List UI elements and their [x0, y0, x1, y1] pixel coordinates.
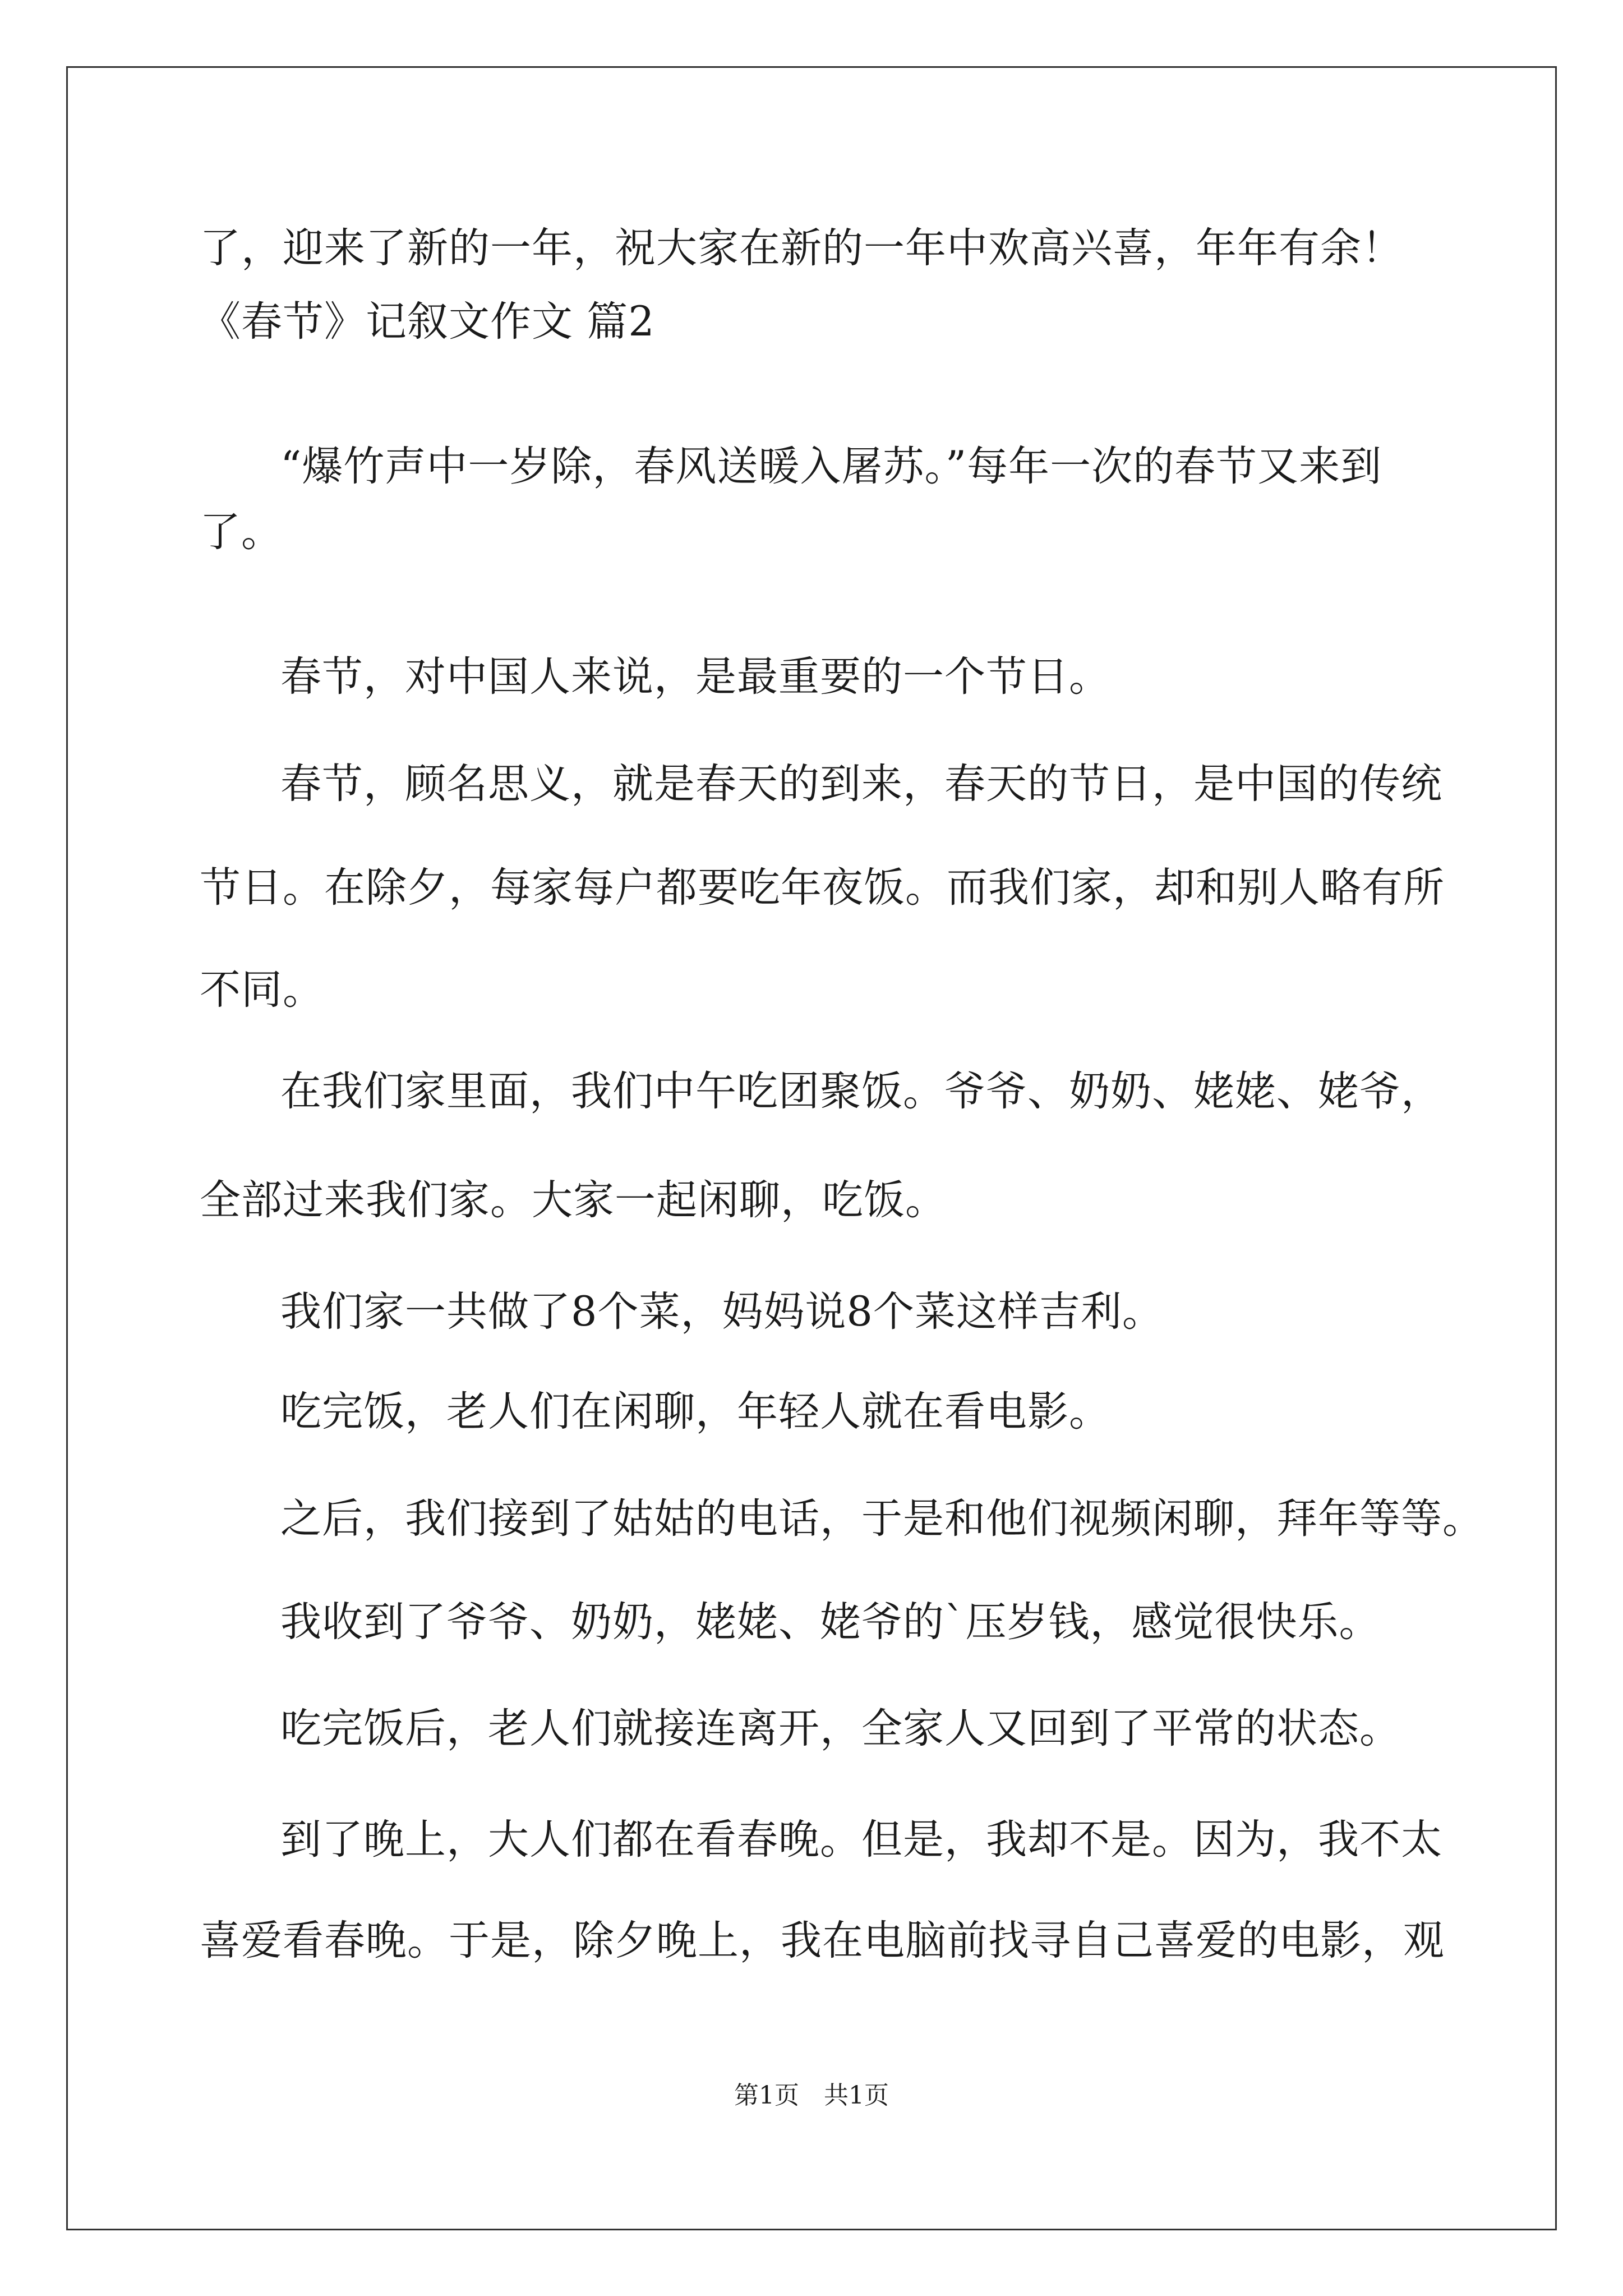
text-line-1: 了，迎来了新的一年，祝大家在新的一年中欢高兴喜，年年有余！ — [200, 224, 1403, 272]
page-border — [66, 66, 1557, 2230]
text-line-11: 我们家一共做了8个菜，妈妈说8个菜这样吉利。 — [280, 1288, 1164, 1336]
text-line-17: 喜爱看春晚。于是，除夕晚上，我在电脑前找寻自己喜爱的电影，观 — [200, 1917, 1445, 1964]
text-line-3: “爆竹声中一岁除，春风送暖入屠苏。”每年一次的春节又来到 — [280, 443, 1382, 490]
text-line-8: 不同。 — [200, 966, 324, 1014]
text-line-4: 了。 — [200, 508, 283, 556]
text-line-13: 之后，我们接到了姑姑的电话，于是和他们视频闲聊，拜年等等。 — [280, 1495, 1484, 1543]
text-line-9: 在我们家里面，我们中午吃团聚饭。爷爷、奶奶、姥姥、姥爷， — [280, 1068, 1442, 1115]
text-line-6: 春节，顾名思义，就是春天的到来，春天的节日，是中国的传统 — [280, 760, 1442, 808]
text-line-16: 到了晚上，大人们都在看春晚。但是，我却不是。因为，我不太 — [280, 1816, 1442, 1864]
text-line-14: 我收到了爷爷、奶奶，姥姥、姥爷的`压岁钱，感觉很快乐。 — [280, 1598, 1381, 1646]
text-line-7: 节日。在除夕，每家每户都要吃年夜饭。而我们家，却和别人略有所 — [200, 864, 1445, 912]
text-line-5: 春节，对中国人来说，是最重要的一个节日。 — [280, 653, 1110, 701]
section-heading: 《春节》记叙文作文 篇2 — [200, 298, 655, 346]
text-line-15: 吃完饭后，老人们就接连离开，全家人又回到了平常的状态。 — [280, 1705, 1401, 1752]
page-number-footer: 第1页 共1页 — [734, 2081, 889, 2110]
text-line-12: 吃完饭，老人们在闲聊，年轻人就在看电影。 — [280, 1388, 1110, 1435]
text-line-10: 全部过来我们家。大家一起闲聊，吃饭。 — [200, 1176, 947, 1224]
